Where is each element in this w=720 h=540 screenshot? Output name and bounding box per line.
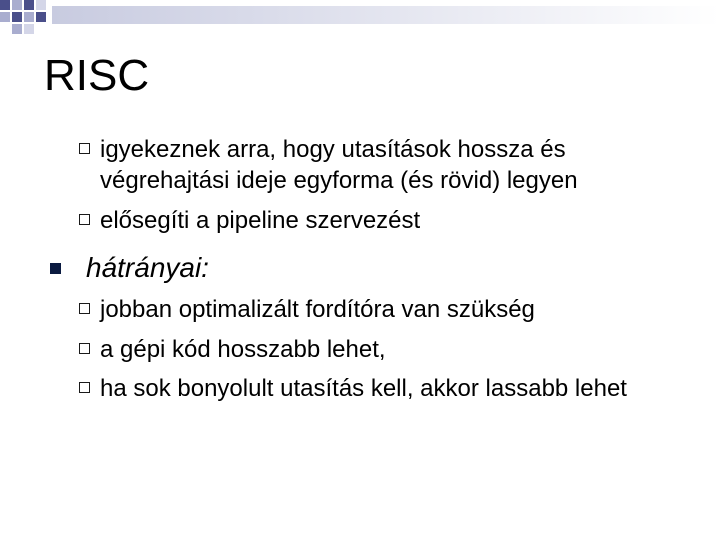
hollow-square-icon (79, 143, 90, 154)
hollow-square-icon (79, 303, 90, 314)
sub-bullet-item (79, 134, 660, 196)
sub-bullet-item (79, 373, 660, 404)
decorative-header-squares (0, 0, 720, 40)
hollow-square-icon (79, 382, 90, 393)
hollow-square-icon (79, 214, 90, 225)
section-heading: hátrányai: (86, 252, 209, 283)
main-bullet-item (44, 251, 209, 285)
hollow-square-icon (79, 343, 90, 354)
sub-bullet-item (79, 205, 660, 236)
sub-bullet-text: elősegíti a pipeline szervezést (100, 207, 421, 234)
sub-bullet-text: a gépi kód hosszabb lehet, (100, 336, 386, 363)
sub-bullet-text: ha sok bonyolult utasítás kell, akkor lassabb lehet (100, 375, 627, 402)
sub-bullet-item (79, 294, 660, 325)
sub-bullet-item (79, 334, 660, 365)
slide-title: RISC (44, 51, 150, 100)
filled-square-icon (50, 263, 61, 274)
sub-bullet-text: jobban optimalizált fordítóra van szükség (100, 296, 535, 323)
sub-bullet-text: igyekeznek arra, hogy utasítások hossza és végrehajtási ideje egyforma (és rövid) legyen (100, 136, 578, 194)
